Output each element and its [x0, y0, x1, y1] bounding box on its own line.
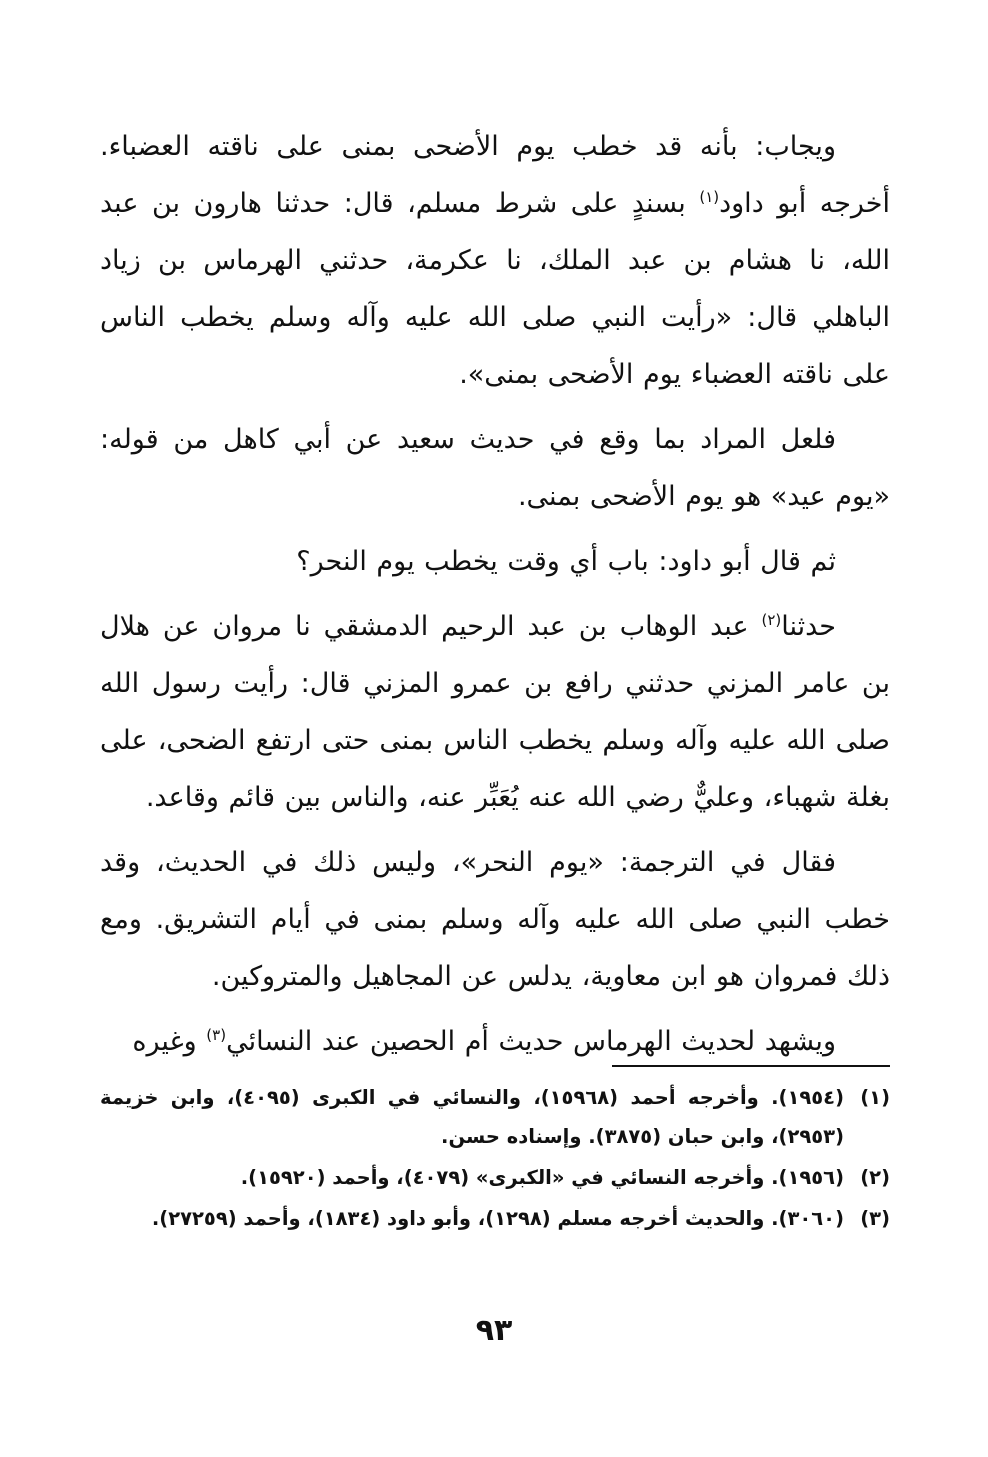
paragraph-4-text: حدثنا [781, 611, 836, 642]
page-number: ٩٣ [475, 1313, 513, 1348]
footnote-ref-3[interactable]: (٣) [206, 1026, 227, 1044]
paragraph-2-text: فلعل المراد بما وقع في حديث سعيد عن أبي كاهل من قوله: «يوم عيد» هو يوم الأضحى بمنى. [100, 424, 890, 512]
footnote-3 [100, 1199, 890, 1238]
paragraph-1 [100, 118, 890, 403]
paragraph-5-text: فقال في الترجمة: «يوم النحر»، وليس ذلك في الحديث، وقد خطب النبي صلى الله عليه وآله وسلم بمنى في أيام التشريق. ومع ذلك فمروان هو ابن معاوية، يدلس عن المجاهيل والمتروكين. [100, 847, 890, 992]
footnote-ref-1[interactable]: (١) [699, 188, 720, 206]
paragraph-3 [100, 533, 890, 590]
paragraph-6 [100, 1013, 890, 1070]
footnote-divider [612, 1065, 890, 1067]
paragraph-4-text-after: عبد الوهاب بن عبد الرحيم الدمشقي نا مروان عن هلال بن عامر المزني حدثني رافع بن عمرو المزني قال: رأيت رسول الله صلى الله عليه وآله وسلم يخطب الناس بمنى حتى ارتفع الضحى، على بغلة شهباء، وعليٌّ رضي الله عنه يُعَبِّر عنه، والناس بين قائم وقاعد. [100, 611, 890, 813]
footnote-text: (٣٠٦٠). والحديث أخرجه مسلم (١٢٩٨)، وأبو داود (١٨٣٤)، وأحمد (٢٧٢٥٩). [151, 1207, 844, 1230]
paragraph-2 [100, 411, 890, 525]
footnote-text: (١٩٥٦). وأخرجه النسائي في «الكبرى» (٤٠٧٩)، وأحمد (١٥٩٢٠). [240, 1166, 844, 1189]
paragraph-1-text: ويجاب: بأنه قد خطب يوم الأضحى بمنى على ناقته العضباء. أخرجه أبو داود [100, 131, 890, 219]
footnote-number: (٢) [860, 1166, 890, 1189]
footnote-2 [100, 1158, 890, 1197]
footnote-number: (١) [860, 1086, 890, 1109]
footnote-text: (١٩٥٤). وأخرجه أحمد (١٥٩٦٨)، والنسائي في الكبرى (٤٠٩٥)، وابن خزيمة (٢٩٥٣)، وابن حبان (٣٨٧٥). وإسناده حسن. [100, 1086, 844, 1148]
paragraph-4 [100, 598, 890, 826]
footnote-number: (٣) [860, 1207, 890, 1230]
main-text [100, 118, 890, 1078]
paragraph-6-text: ويشهد لحديث الهرماس حديث أم الحصين عند النسائي [226, 1026, 836, 1057]
footnote-1 [100, 1078, 890, 1156]
paragraph-5 [100, 834, 890, 1005]
paragraph-3-text: ثم قال أبو داود: باب أي وقت يخطب يوم النحر؟ [296, 546, 836, 577]
paragraph-6-text-after: وغيره [132, 1026, 207, 1057]
footnote-ref-2[interactable]: (٢) [761, 611, 782, 629]
paragraph-1-text-after: بسندٍ على شرط مسلم، قال: حدثنا هارون بن عبد الله، نا هشام بن عبد الملك، نا عكرمة، حدثني الهرماس بن زياد الباهلي قال: «رأيت النبي صلى الله عليه وآله وسلم يخطب الناس على ناقته العضباء يوم الأضحى بمنى». [100, 188, 890, 390]
footnotes [100, 1078, 890, 1240]
